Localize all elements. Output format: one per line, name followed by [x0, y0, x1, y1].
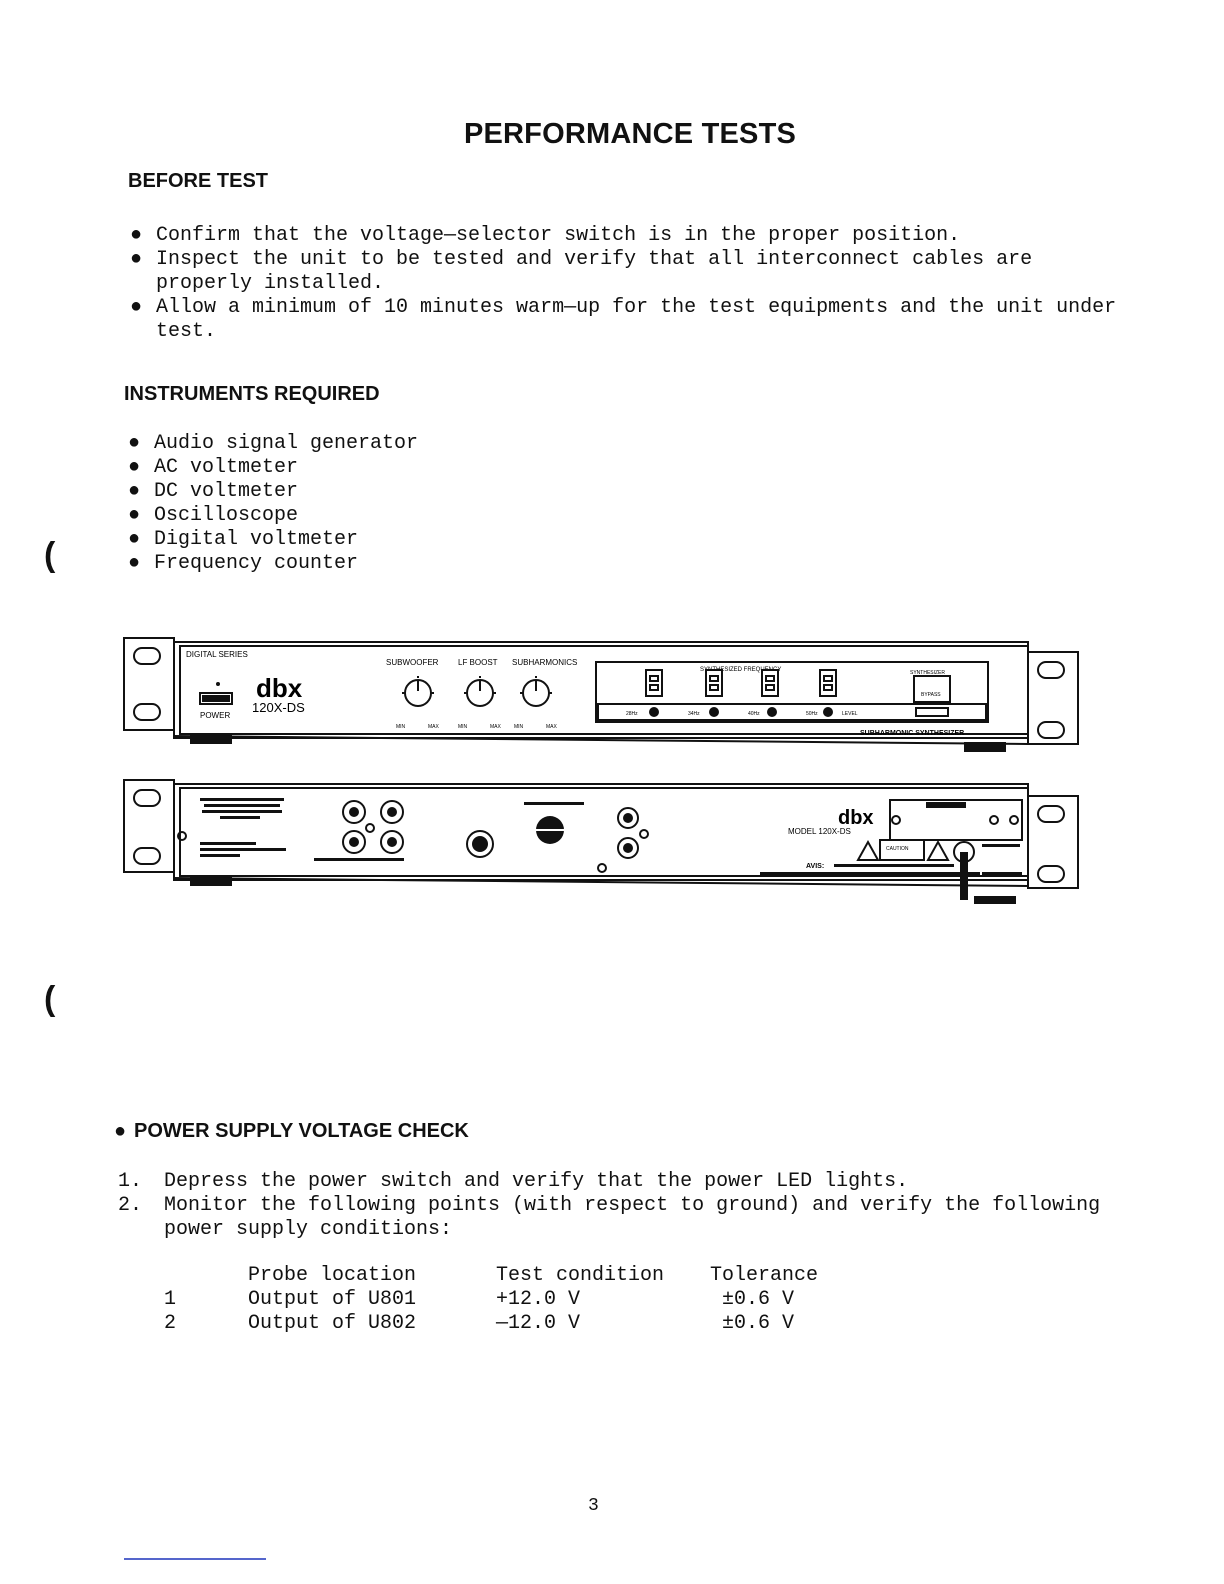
bullet-icon: ●	[128, 432, 141, 455]
power-supply-table	[164, 1264, 850, 1336]
freq-switch-50hz[interactable]	[820, 670, 836, 696]
avis-label: AVIS:	[806, 863, 825, 870]
product-name-label: SUBHARMONIC SYNTHESIZER	[860, 730, 965, 737]
knob-label-subwoofer: SUBWOOFER	[386, 658, 439, 667]
crossover-frequency-knob[interactable]	[536, 816, 564, 844]
freq-section-label: SYNTHESIZED FREQUENCY	[700, 667, 782, 673]
front-panel-illustration	[120, 636, 1082, 765]
caution-label: CAUTION	[886, 846, 909, 852]
before-test-heading: BEFORE TEST	[128, 170, 269, 192]
list-item: ● Confirm that the voltage—selector switch is in the proper position.	[130, 224, 961, 247]
bullet-icon: ●	[130, 224, 143, 247]
list-item: ● Digital voltmeter	[128, 528, 359, 551]
freq-label-34hz: 34Hz	[688, 711, 700, 717]
knob-min-label: MIN	[514, 724, 524, 730]
knob-min-label: MIN	[458, 724, 468, 730]
rca-jack[interactable]	[618, 808, 638, 828]
rca-jack[interactable]	[618, 838, 638, 858]
list-item: ● Inspect the unit to be tested and verify that all interconnect cables are properly installed.	[130, 248, 1033, 295]
table-row: 1 Output of U801 +12.0 V ±0.6 V	[164, 1288, 795, 1311]
list-item: ● AC voltmeter	[128, 456, 299, 479]
brand-logo: dbx	[256, 673, 303, 703]
freq-switch-40hz[interactable]	[762, 670, 778, 696]
freq-switch-28hz[interactable]	[646, 670, 662, 696]
led-34hz-icon	[709, 707, 719, 717]
scan-mark: (	[44, 980, 56, 1018]
subharmonics-knob[interactable]	[520, 676, 552, 706]
rca-jack[interactable]	[381, 801, 403, 823]
led-28hz-icon	[649, 707, 659, 717]
rear-model-label: MODEL 120X-DS	[788, 827, 851, 836]
power-check-steps	[118, 1170, 1100, 1242]
rear-brand-logo: dbx	[838, 807, 874, 829]
warning-icon	[858, 842, 878, 860]
bullet-icon: ●	[114, 1120, 127, 1142]
list-item: ● Frequency counter	[128, 552, 359, 575]
rear-panel-illustration	[120, 778, 1082, 909]
list-item: 1. Depress the power switch and verify that the power LED lights.	[118, 1170, 909, 1193]
bypass-button[interactable]	[916, 708, 948, 716]
freq-label-28hz: 28Hz	[626, 711, 638, 717]
list-item: ● Allow a minimum of 10 minutes warm—up for the test equipments and the unit under test.	[130, 296, 1117, 343]
list-item: ● Oscilloscope	[128, 504, 299, 527]
led-40hz-icon	[767, 707, 777, 717]
power-label: POWER	[200, 711, 231, 720]
bullet-icon: ●	[130, 248, 143, 271]
bullet-icon: ●	[128, 504, 141, 527]
series-label: DIGITAL SERIES	[186, 650, 248, 659]
power-check-heading: ● POWER SUPPLY VOLTAGE CHECK	[114, 1120, 469, 1142]
power-cord	[960, 852, 968, 900]
table-header: Probe location Test condition Tolerance	[248, 1264, 819, 1287]
bullet-icon: ●	[128, 456, 141, 479]
knob-max-label: MAX	[490, 724, 501, 730]
lf-boost-knob[interactable]	[464, 676, 496, 706]
rca-jack[interactable]	[343, 801, 365, 823]
synthesizer-label: SYNTHESIZER	[910, 670, 946, 676]
freq-label-40hz: 40Hz	[748, 711, 760, 717]
synthesizer-switch[interactable]	[914, 676, 950, 702]
rca-jack[interactable]	[343, 831, 365, 853]
instruments-heading: INSTRUMENTS REQUIRED	[124, 383, 380, 405]
knob-min-label: MIN	[396, 724, 406, 730]
rear-panel-drawing	[120, 778, 1082, 904]
bypass-label: BYPASS	[921, 692, 941, 698]
freq-label-50hz: 50Hz	[806, 711, 818, 717]
dip-switch[interactable]	[467, 831, 493, 857]
level-label: LEVEL	[842, 711, 858, 717]
power-button[interactable]	[202, 695, 230, 702]
front-panel-drawing	[120, 636, 1082, 760]
knob-max-label: MAX	[428, 724, 439, 730]
bullet-icon: ●	[128, 480, 141, 503]
list-item: 2. Monitor the following points (with respect to ground) and verify the following power supply conditions:	[118, 1194, 1101, 1241]
subwoofer-knob[interactable]	[402, 676, 434, 706]
list-item: ● Audio signal generator	[128, 432, 419, 455]
knob-max-label: MAX	[546, 724, 557, 730]
before-test-list	[130, 224, 1116, 344]
page-title: PERFORMANCE TESTS	[463, 118, 797, 150]
knob-label-subharmonics: SUBHARMONICS	[512, 658, 578, 667]
scan-mark: (	[44, 536, 56, 574]
table-row: 2 Output of U802 —12.0 V ±0.6 V	[164, 1312, 795, 1335]
list-item: ● DC voltmeter	[128, 480, 299, 503]
bullet-icon: ●	[128, 552, 141, 575]
instruments-list	[128, 432, 418, 576]
rca-jack[interactable]	[381, 831, 403, 853]
page-number: 3	[588, 1496, 599, 1516]
freq-switch-34hz[interactable]	[706, 670, 722, 696]
led-50hz-icon	[823, 707, 833, 717]
footer-rule	[124, 1558, 266, 1560]
model-label: 120X-DS	[252, 700, 305, 715]
bullet-icon: ●	[128, 528, 141, 551]
bullet-icon: ●	[130, 296, 143, 319]
knob-label-lf-boost: LF BOOST	[458, 658, 498, 667]
warning-icon	[928, 842, 948, 860]
